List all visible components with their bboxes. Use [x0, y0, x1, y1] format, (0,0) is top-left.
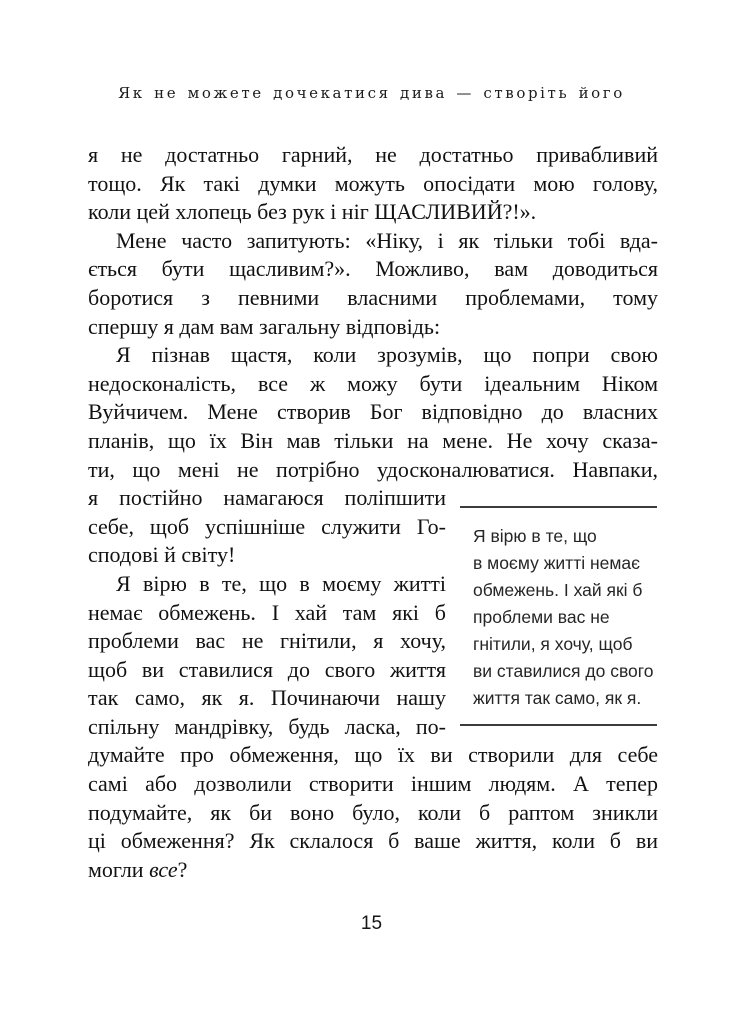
text-line: подумайте, як би воно було, коли б раптом зникли	[88, 799, 658, 825]
text-line: себе, щоб успішніше служити Го-	[88, 513, 446, 539]
text-line: щоб ви ставилися до свого життя	[88, 656, 446, 682]
page-number: 15	[360, 913, 383, 934]
paragraph-3-narrow	[88, 484, 446, 570]
paragraph-3-full-width	[88, 341, 658, 484]
text-wrap-section	[88, 484, 658, 741]
text-line: обмежень. І хай які б	[473, 580, 643, 601]
paragraph-2	[88, 227, 658, 341]
text-line: Я пізнав щастя, коли зрозумів, що попри свою	[116, 342, 658, 368]
text-line: ти, що мені не потрібно удосконалюватися. Навпаки,	[88, 456, 658, 482]
text-line: самі або дозволили створити іншим людям. А тепер	[88, 771, 658, 797]
text-line: в моєму житті немає	[473, 553, 641, 574]
running-header: Як не можете дочекатися дива — створіть його	[118, 84, 625, 102]
text-line: проблеми вас не гнітили, я хочу,	[88, 628, 446, 654]
text-line: планів, що їх Він мав тільки на мене. Не хочу сказа-	[88, 427, 658, 453]
body-text	[88, 141, 658, 884]
text-line: так само, як я. Починаючи нашу	[88, 685, 446, 711]
text-line: ви ставилися до свого	[473, 661, 654, 682]
text-line: недосконалість, все ж можу бути ідеальним Ніком	[88, 370, 658, 396]
paragraph-4-narrow	[88, 570, 446, 742]
text-line: спершу я дам вам загальну відповідь:	[88, 313, 441, 339]
text-line: спільну мандрівку, будь ласка, по-	[88, 713, 446, 739]
pull-quote	[460, 506, 657, 726]
text-line: гнітили, я хочу, щоб	[473, 634, 633, 655]
text-line: я постійно намагаюся поліпшити	[88, 485, 446, 511]
text-line: сподові й світу!	[88, 542, 236, 568]
text-line: я не достатньо гарний, не достатньо привабливий	[88, 142, 658, 167]
text-line: тощо. Як такі думки можуть опосідати мою голову,	[88, 170, 658, 196]
text-line: боротися з певними власними проблемами, тому	[88, 284, 658, 310]
text-line: життя так само, як я.	[473, 688, 642, 709]
text-line: ється бути щасливим?». Можливо, вам доводиться	[88, 256, 658, 282]
text-line: коли цей хлопець без рук і ніг ЩАСЛИВИЙ?!».	[88, 199, 537, 225]
paragraph-1	[88, 141, 658, 227]
narrow-text-column	[88, 484, 446, 741]
text-line: Вуйчичем. Мене створив Бог відповідно до власних	[88, 399, 658, 425]
paragraph-4-full-width	[88, 741, 658, 884]
text-line: проблеми вас не	[473, 607, 610, 628]
text-line: думайте про обмеження, що їх ви створили для себе	[88, 742, 658, 768]
text-line: Я вірю в те, що	[473, 526, 597, 547]
text-line: могли все?	[88, 856, 188, 882]
text-line: ці обмеження? Як склалося б ваше життя, коли б ви	[88, 828, 658, 854]
text-line: Я вірю в те, що в моєму житті	[116, 570, 446, 596]
text-line: немає обмежень. І хай там які б	[88, 599, 446, 625]
text-line: Мене часто запитують: «Ніку, і як тільки тобі вда-	[116, 227, 658, 253]
